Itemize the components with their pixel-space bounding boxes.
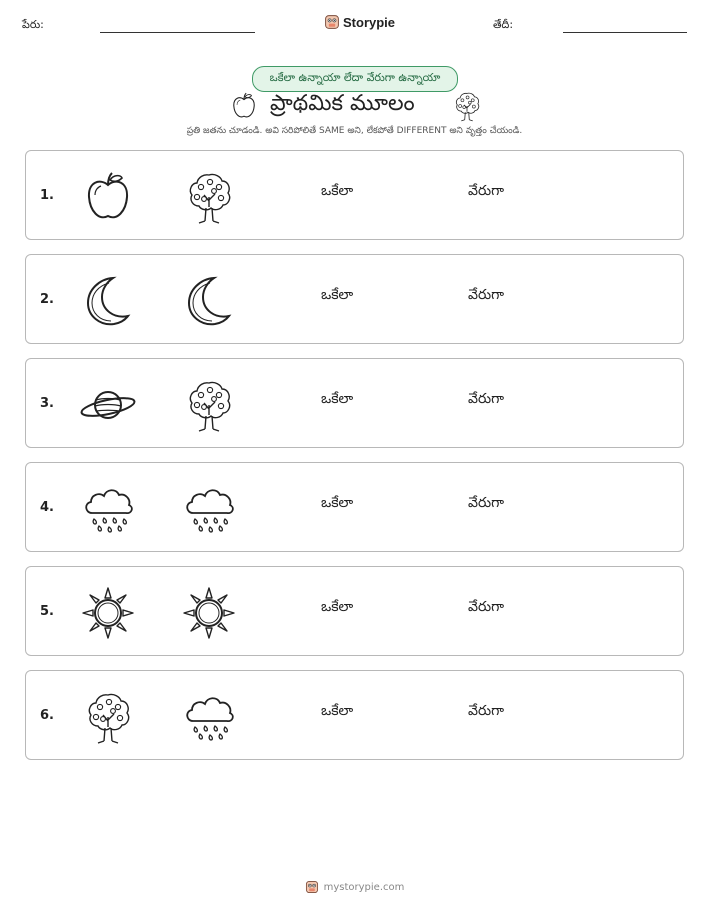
different-option[interactable]: వేరుగా	[468, 495, 504, 511]
planet-icon	[80, 377, 136, 433]
brand-name: Storypie	[343, 14, 396, 30]
exercise-row	[25, 670, 684, 760]
brand	[324, 14, 395, 30]
rain-cloud-icon	[80, 481, 136, 537]
sun-icon	[80, 585, 136, 641]
row-number: 3.	[40, 396, 54, 411]
row-number: 1.	[40, 188, 54, 203]
different-option[interactable]: వేరుగా	[468, 599, 504, 615]
subtitle-badge: ఒకేలా ఉన్నాయా లేదా వేరుగా ఉన్నాయా	[252, 66, 458, 92]
rain-cloud-icon	[181, 689, 237, 745]
page-title: ప్రాథమిక మూలం	[270, 91, 415, 116]
header	[0, 14, 709, 38]
storypie-logo-icon	[324, 14, 340, 30]
tree-icon	[181, 169, 237, 225]
title-row	[0, 90, 709, 124]
name-label: పేరు:	[22, 18, 44, 31]
same-option[interactable]: ఒకేలా	[321, 703, 354, 719]
footer-url: mystorypie.com	[323, 881, 405, 893]
tree-icon	[80, 689, 136, 745]
row-number: 6.	[40, 708, 54, 723]
exercise-row	[25, 254, 684, 344]
same-option[interactable]: ఒకేలా	[321, 495, 354, 511]
same-option[interactable]: ఒకేలా	[321, 391, 354, 407]
footer	[0, 880, 709, 894]
different-option[interactable]: వేరుగా	[468, 287, 504, 303]
apple-icon	[229, 91, 259, 121]
different-option[interactable]: వేరుగా	[468, 391, 504, 407]
sun-icon	[181, 585, 237, 641]
date-label: తేదీ:	[493, 18, 514, 31]
exercise-row	[25, 150, 684, 240]
instructions: ప్రతి జతను చూడండి. అవి సరిపోలితే SAME అని, లేకపోతే DIFFERENT అని వృత్తం చేయండి.	[186, 126, 523, 136]
name-write-line[interactable]	[100, 32, 255, 33]
tree-icon	[181, 377, 237, 433]
moon-icon	[181, 273, 237, 329]
tree-icon	[451, 90, 483, 122]
different-option[interactable]: వేరుగా	[468, 703, 504, 719]
exercise-row	[25, 358, 684, 448]
date-write-line[interactable]	[563, 32, 687, 33]
storypie-logo-icon	[305, 880, 319, 894]
apple-icon	[80, 169, 136, 225]
same-option[interactable]: ఒకేలా	[321, 287, 354, 303]
exercise-row	[25, 566, 684, 656]
moon-icon	[80, 273, 136, 329]
row-number: 5.	[40, 604, 54, 619]
exercise-row	[25, 462, 684, 552]
same-option[interactable]: ఒకేలా	[321, 183, 354, 199]
rain-cloud-icon	[181, 481, 237, 537]
row-number: 4.	[40, 500, 54, 515]
different-option[interactable]: వేరుగా	[468, 183, 504, 199]
same-option[interactable]: ఒకేలా	[321, 599, 354, 615]
row-number: 2.	[40, 292, 54, 307]
